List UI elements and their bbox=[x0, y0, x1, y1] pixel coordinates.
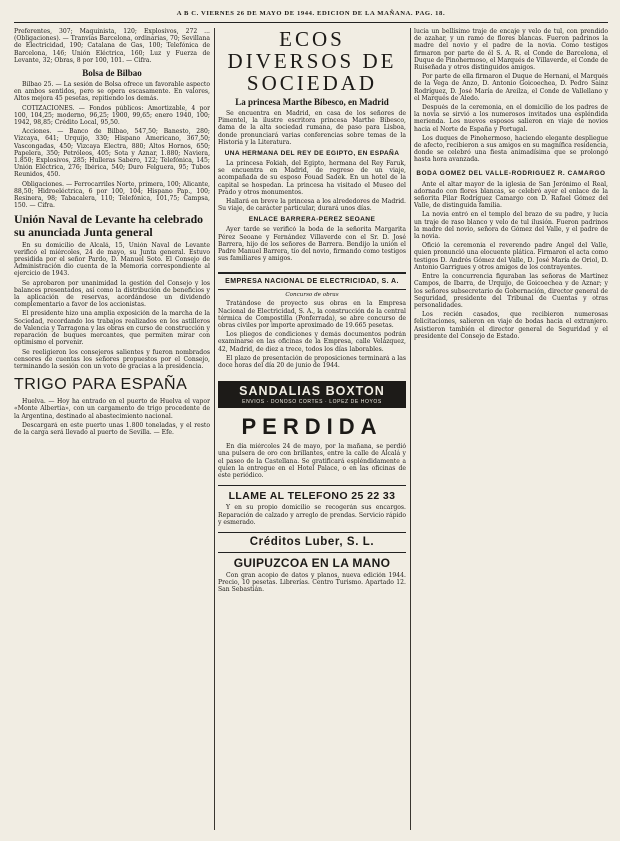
hermana-headline: UNA HERMANA DEL REY DE EGIPTO, EN ESPAÑA bbox=[224, 150, 400, 158]
creditos-headline: Créditos Luber, S. L. bbox=[218, 532, 406, 548]
trigo-paragraph: Descargará en este puerto unas 1.800 toneladas, y el resto de la carga será llevado al puerto de Sevilla. — Efe. bbox=[14, 421, 210, 436]
society-paragraph: lucía un bellísimo traje de encaje y velo de tul, con prendido de azahar, y un ramo de flores blancas. Fueron padrinos la madre del novio y el padre de la novia. Como testigos firmaron por parte de él S. A. R. el Conde de Barcelona, el Duque de Pinohermoso, el Marqués de Villaverde, el Conde de Ruiseñada y otros distinguidos amigos. bbox=[414, 28, 608, 72]
society-paragraph: Por parte de ella firmaron el Duque de Hernani, el Marqués de la Vega de Anzo, D. Antonio Goicoechea, D. Pedro Sainz Rodríguez, D. José María de Areilza, el Conde de Vallellano y el Marqués de Aledo. bbox=[414, 73, 608, 102]
newspaper-page bbox=[14, 6, 608, 834]
hermana-paragraph: La princesa Fokiah, del Egipto, hermana del Rey Faruk, se encuentra en Madrid, de regreso de un viaje, acompañada de su esposo Fouad Sadek. En un hotel de la capital se hospedan. La princesa ha visitado el Museo del Prado y otros monumentos. bbox=[218, 160, 406, 196]
telefono-headline: LLAME AL TELEFONO 25 22 33 bbox=[218, 485, 406, 502]
bilbao-paragraph: Obligaciones. — Ferrocarriles Norte, primera, 100; Alicante, 88,50; Hidroeléctrica, 6 por 100, 104; Hispano Pap., 100; Resinera, 98; Tabacalera, 110; Telefónica, 101,75; Campsa, 150. — Cifra. bbox=[14, 180, 210, 210]
bilbao-paragraph: Bilbao 25. — La sesión de Bolsa ofrece un favorable aspecto en ambos sentidos, pero se opera escasamente. En valores, Altos mejora 45 pesetas, repitiendo los demás. bbox=[14, 81, 210, 103]
union-naval-paragraph: Se aprobaron por unanimidad la gestión del Consejo y los balances presentados, así como la distribución de beneficios y la aplicación de reservas, acordándose un dividendo complementario a favor de los accionistas. bbox=[14, 279, 210, 309]
society-paragraph: Después de la ceremonia, en el domicilio de los padres de la novia se sirvió a los numerosos invitados una espléndida merienda. Los nuevos esposos salieron en viaje de novios hacia el Norte de España y Portugal. bbox=[414, 104, 608, 133]
hermana-paragraph: Hallará en breve la princesa a los alrededores de Madrid. Su viaje, de carácter particular, durará unos días. bbox=[218, 198, 406, 213]
page-header: A B C. VIERNES 26 DE MAYO DE 1944. EDICION DE LA MAÑANA. PAG. 18. bbox=[14, 6, 608, 23]
bibesco-headline: La princesa Marthe Bibesco, en Madrid bbox=[235, 97, 389, 107]
boda-paragraph: Ofició la ceremonia el reverendo padre Ángel del Valle, quien pronunció una elocuente plática. Firmaron el acta como testigos D. Andrés Gómez del Valle, D. José María de Oriol, D. Antonio Garrigues y otros amigos de los contrayentes. bbox=[414, 242, 608, 271]
column-1 bbox=[14, 28, 210, 438]
telefono-paragraph: Y en su propio domicilio se recogerán sus encargos. Reparación de calzado y arreglo de prendas. Servicio rápido y esmerado. bbox=[218, 504, 406, 526]
empresa-paragraph: Tratándose de proyecto sus obras en la Empresa Nacional de Electricidad, S. A., la construcción de la central térmica de Compostilla (Ponferrada), se abre concurso de obras civiles por importe aproximado de 19.665 pesetas. bbox=[218, 300, 406, 330]
bilbao-paragraph: COTIZACIONES. — Fondos públicos: Amortizable, 4 por 100, 104,25; moderno, 96,25; 1900, 99,65; enero 1940, 100; 1942, 98,85; Crédito Local, 95,50. bbox=[14, 104, 210, 127]
guipuzcoa-headline: GUIPUZCOA EN LA MANO bbox=[218, 552, 406, 570]
union-naval-paragraph: En su domicilio de Alcalá, 15, Unión Naval de Levante verificó el miércoles, 24 de mayo, su Junta general. Estuvo presidida por el señor Pardo, D. Manuel Soto. El Consejo de Administración dio cuenta de la Memoria correspondiente al ejercicio de 1943. bbox=[14, 241, 210, 278]
trigo-paragraph: Huelva. — Hoy ha entrado en el puerto de Huelva el vapor «Monte Albertia», con un cargamento de trigo procedente de la Argentina, destinado al abastecimiento nacional. bbox=[14, 398, 210, 420]
ecos-headline: ECOS DIVERSOS DE SOCIEDAD bbox=[227, 28, 397, 95]
boda-paragraph: Ante el altar mayor de la iglesia de San Jerónimo el Real, adornado con flores blancas, se celebró ayer el enlace de la señorita Pilar Rodríguez Camargo con D. Rafael Gómez del Valle, de distinguida familia. bbox=[414, 180, 608, 210]
enlace-paragraph: Ayer tarde se verificó la boda de la señorita Margarita Pérez Seoane y Fernández Villaverde con el Sr. D. José Barrera, hijo de los señores de Barrera. Bendijo la unión el Padre Manuel Barrera, tío del novio, firmando como testigos sus familiares y amigos. bbox=[218, 226, 406, 263]
perdida-headline: PERDIDA bbox=[241, 414, 383, 440]
perdida-paragraph: En día miércoles 24 de mayo, por la mañana, se perdió una pulsera de oro con brillantes, entre la calle de Alcalá y el paseo de la Castellana. Se gratificará espléndidamente a quien la entregue en el Hotel Palace, o en las oficinas de este periódico. bbox=[218, 443, 406, 480]
empresa-ad-title: EMPRESA NACIONAL DE ELECTRICIDAD, S. A. bbox=[218, 272, 406, 290]
sandalias-ad-subtitle: ENVIOS · DONOSO CORTES · LOPEZ DE HOYOS bbox=[218, 399, 406, 408]
sandalias-ad-title: SANDALIAS BOXTON bbox=[218, 381, 406, 399]
union-naval-paragraph: El presidente hizo una amplia exposición de la marcha de la Sociedad, recordando los trabajos realizados en los astilleros de Valencia y Tarragona y las obras en curso de construcción y reparación de buques mercantes, que permiten mirar con optimismo el porvenir. bbox=[14, 310, 210, 347]
column-2 bbox=[218, 28, 406, 596]
trigo-headline: TRIGO PARA ESPAÑA bbox=[14, 376, 188, 394]
society-paragraph: Los duques de Pinohermoso, haciendo elegante despliegue de afecto, recibieron a sus amigos en su magnífica residencia, donde se celebró una fiesta animadísima que se prolongó hasta hora avanzada. bbox=[414, 134, 608, 164]
union-naval-paragraph: Se reeligieron los consejeros salientes y fueron nombrados censores de cuentas los señores propuestos por el Consejo, terminando la sesión con un voto de gracias a la presidencia. bbox=[14, 348, 210, 370]
boda-headline: BODA GOMEZ DEL VALLE-RODRIGUEZ R. CAMARGO bbox=[416, 169, 606, 177]
guipuzcoa-paragraph: Con gran acopio de datos y planos, nueva edición 1944. Precio, 10 pesetas. Librerías. Centro Turismo. Apartado 12. San Sebastián. bbox=[218, 571, 406, 594]
column-rule-2 bbox=[410, 28, 411, 830]
empresa-paragraph: El plazo de presentación de proposiciones terminará a las doce horas del día 20 de junio de 1944. bbox=[218, 354, 406, 370]
empresa-paragraph: Los pliegos de condiciones y demás documentos podrán examinarse en las oficinas de la Empresa, calle Velázquez, 42, Madrid, de diez a trece, todos los días laborables. bbox=[218, 331, 406, 353]
column-3 bbox=[414, 28, 608, 342]
boda-paragraph: Entre la concurrencia figuraban las señoras de Martínez Campos, de Ibarra, de Urquijo, de Goicoechea y de Aznar; y los señores subsecretario de Gobernación, director general de Seguridad, presidente del Tribunal de Cuentas y otras personalidades. bbox=[414, 273, 608, 309]
column-rule-1 bbox=[214, 28, 215, 830]
enlace-headline: ENLACE BARRERA-PEREZ SEOANE bbox=[248, 216, 376, 224]
bilbao-paragraph: Acciones. — Banco de Bilbao, 547,50; Banesto, 280; Vizcaya, 641; Urquijo, 330; Hispano Americano, 367,50; Vascongadas, 450; Vizcaya Electra, 880; Altos Hornos, 650; Papelera, 350; Petróleos, 405; Sota y Aznar, 1.880; Naviera, 1.850; Explosivos, 285; Hulleras Sabero, 122; Telefónica, 145; Unión Eléctrica, 276; Ibérica, 540; Duro Felguera, 95; Tubos Reunidos, 450. bbox=[14, 128, 210, 179]
boda-paragraph: Los recién casados, que recibieron numerosas felicitaciones, salieron en viaje de bodas hacia el extranjero. Asistieron también el director general de Seguridad y el presidente del Consejo de Estado. bbox=[414, 311, 608, 340]
union-naval-headline: Unión Naval de Levante ha celebrado su anunciada Junta general bbox=[14, 212, 204, 240]
concurso-label: Concurso de obras bbox=[285, 292, 339, 299]
boda-paragraph: La novia entró en el templo del brazo de su padre, y lucía un traje de raso blanco y velo de tul ilusión. Fueron padrinos la madre del novio, señora de Gómez del Valle, y el padre de la novia. bbox=[414, 211, 608, 241]
market-intro: Preferentes, 307; Maquinista, 120; Explosivos, 272 ... (Obligaciones). — Tranvías Barcelona, ordinarias, 70; Sevillana de Electricidad, 190; Catalana de Gas, 100; Telefónica de Barcelona, 146; Unión Eléctrica, 160; Luz y Fuerza de Levante, 32; Obras, 8 por 100, 101. — Cifra. bbox=[14, 28, 210, 64]
bibesco-paragraph: Se encuentra en Madrid, en casa de los señores de Pimentel, la ilustre escritora princesa Marthe Bibesco, dama de la alta sociedad rumana, de paso para Lisboa, donde pronunciará varias conferencias sobre temas de la Historia y la Literatura. bbox=[218, 110, 406, 146]
bilbao-headline: Bolsa de Bilbao bbox=[82, 68, 142, 79]
